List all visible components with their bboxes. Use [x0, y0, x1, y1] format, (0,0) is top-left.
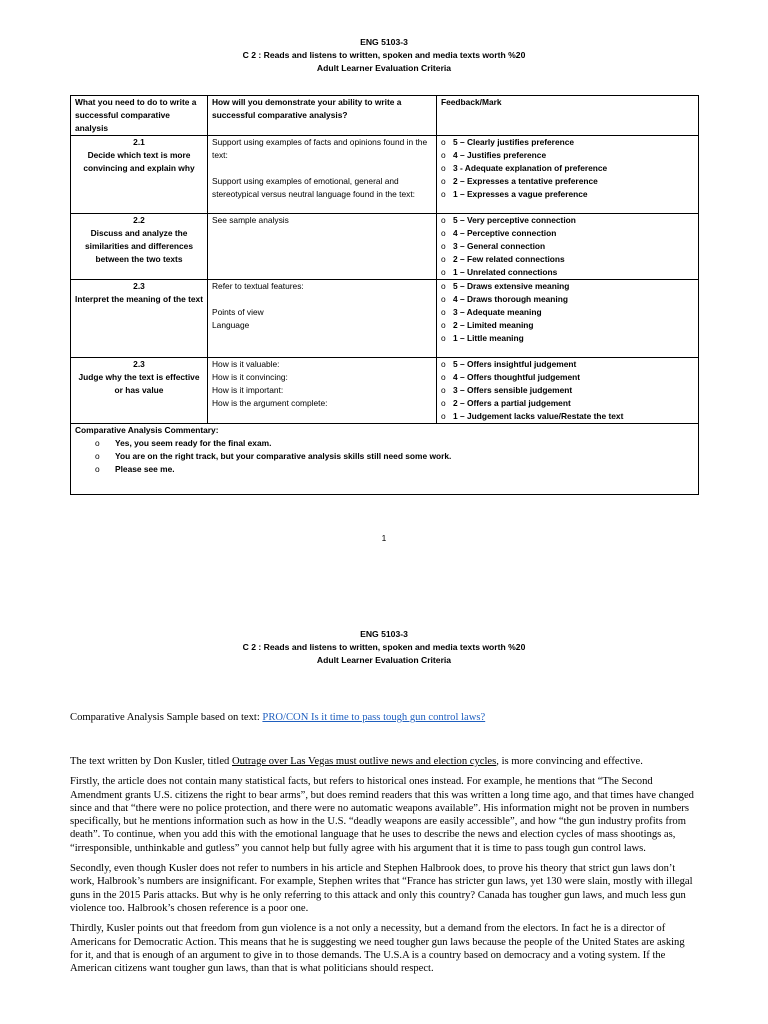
rubric-row — [71, 214, 699, 280]
feedback-option: o 5 – Offers insightful judgement — [441, 358, 694, 371]
commentary-option: o You are on the right track, but your comparative analysis skills still need some work. — [95, 450, 694, 463]
feedback-option: o 5 – Draws extensive meaning — [441, 280, 694, 293]
rubric-row — [71, 136, 699, 214]
page2-header — [0, 628, 768, 666]
commentary-cell — [71, 424, 699, 495]
feedback-option: o 2 – Expresses a tentative preference — [441, 175, 694, 188]
feedback-option: o 4 – Offers thoughtful judgement — [441, 371, 694, 384]
feedback-option: o 4 – Perceptive connection — [441, 227, 694, 240]
feedback-cell — [437, 358, 699, 424]
col-header-criteria: What you need to do to write a successful comparative analysis — [71, 96, 208, 136]
feedback-option: o 5 – Very perceptive connection — [441, 214, 694, 227]
col-header-feedback: Feedback/Mark — [437, 96, 699, 136]
course-code: ENG 5103-3 — [360, 629, 408, 639]
feedback-option: o 1 – Little meaning — [441, 332, 694, 345]
commentary-title: Comparative Analysis Commentary: — [75, 425, 219, 435]
criterion-cell — [71, 280, 208, 358]
sample-intro-line — [70, 711, 698, 724]
rubric-row — [71, 358, 699, 424]
feedback-option: o 3 - Adequate explanation of preference — [441, 162, 694, 175]
feedback-option: o 2 – Few related connections — [441, 253, 694, 266]
demonstration-cell: Support using examples of facts and opinions found in the text: Support using examples of emotional, general and stereotypical versus neutral language found in the text: — [208, 136, 437, 214]
criteria-subtitle: Adult Learner Evaluation Criteria — [316, 62, 452, 73]
demonstration-cell: See sample analysis — [208, 214, 437, 280]
criterion-number: 2.3 — [133, 359, 145, 369]
feedback-cell — [437, 214, 699, 280]
col-header-demonstration: How will you demonstrate your ability to write a successful comparative analysis? — [208, 96, 437, 136]
feedback-cell — [437, 136, 699, 214]
paragraph: Secondly, even though Kusler does not refer to numbers in his article and Stephen Halbrook does, to prove his theory that strict gun laws don’t work, Halbrook’s numbers are insignificant. For example, Stephen writes that “France has stricter gun laws, yet 130 were slain, mostly with illegal guns in the 2015 Paris attacks. But why is he only referring to this attack and only this country? Canada has tougher gun laws, and much less gun violence too. Halbrook’s chosen reference is a poor one. — [70, 863, 693, 914]
rubric-table — [70, 95, 699, 495]
page-number: 1 — [381, 533, 387, 543]
feedback-option: o 1 – Expresses a vague preference — [441, 188, 694, 201]
criterion-cell — [71, 214, 208, 280]
commentary-option: o Yes, you seem ready for the final exam. — [95, 437, 694, 450]
paragraph: Thirdly, Kusler points out that freedom from gun violence is a not only a necessity, but a demand from the electors. In fact he is a director of Americans for Democratic Action. This means that he is suggesting we need tougher gun laws because the people of the United States are asking for it, and that is enough of an argument to give in to those demands. The U.S.A is a country based on democracy and a voting system. If the American citizens want tougher gun laws, than that is what politicians should respect. — [70, 923, 685, 975]
paragraph-text: , is more convincing and effective. — [496, 756, 643, 767]
criterion-text: Discuss and analyze the similarities and differences between the two texts — [85, 228, 193, 264]
feedback-option: o 5 – Clearly justifies preference — [441, 136, 694, 149]
demonstration-cell: How is it valuable: How is it convincing: How is it important: How is the argument complete: — [208, 358, 437, 424]
rubric-row — [71, 280, 699, 358]
paragraph: Firstly, the article does not contain many statistical facts, but refers to historical ones instead. For example, he mentions that “The Second Amendment grants U.S. citizens the right to bear arms”, but does remind readers that this was written a long time ago, and that times have changed since and that “there were no police protection, and there were no automatic weapons available”. His information might not be proven in numbers specifically, but he mentions information such as how in the U.S. “deadly weapons are easily accessible”, and how “the gun industry profits from death”. To continue, when you add this with the emotional language that he uses to describe the news and election cycles of mass shootings as, “irresponsible, unthinkable and gutless” you cannot help but fully agree with his argument that it is time to pass tough gun control laws. — [70, 776, 694, 854]
feedback-cell — [437, 280, 699, 358]
paragraph-text: The text written by Don Kusler, titled — [70, 756, 232, 767]
criterion-number: 2.1 — [133, 137, 145, 147]
course-code: ENG 5103-3 — [360, 37, 408, 47]
commentary-option: o Please see me. — [95, 463, 694, 476]
feedback-option: o 1 – Unrelated connections — [441, 266, 694, 279]
criterion-cell — [71, 136, 208, 214]
criterion-cell — [71, 358, 208, 424]
demonstration-cell: Refer to textual features: Points of view Language — [208, 280, 437, 358]
feedback-option: o 4 – Draws thorough meaning — [441, 293, 694, 306]
page1-header — [0, 36, 768, 74]
sample-intro: Comparative Analysis Sample based on text: — [70, 712, 263, 723]
criteria-subtitle: Adult Learner Evaluation Criteria — [316, 654, 452, 665]
feedback-option: o 3 – Adequate meaning — [441, 306, 694, 319]
criterion-text: Decide which text is more convincing and explain why — [83, 150, 195, 173]
criterion-number: 2.3 — [133, 281, 145, 291]
sample-analysis-body — [70, 755, 698, 982]
feedback-option: o 1 – Judgement lacks value/Restate the text — [441, 410, 694, 423]
competency-title: C 2 : Reads and listens to written, spoken and media texts worth %20 — [242, 641, 526, 652]
criterion-text: Judge why the text is effective or has value — [78, 372, 200, 395]
commentary-row — [71, 424, 699, 495]
rubric-header-row — [71, 96, 699, 136]
feedback-option: o 2 – Limited meaning — [441, 319, 694, 332]
article-title: Outrage over Las Vegas must outlive news and election cycles — [231, 756, 497, 767]
criterion-text: Interpret the meaning of the text — [75, 294, 203, 304]
paragraph — [70, 755, 698, 768]
feedback-option: o 4 – Justifies preference — [441, 149, 694, 162]
competency-title: C 2 : Reads and listens to written, spoken and media texts worth %20 — [242, 49, 526, 60]
sample-source-link[interactable]: PRO/CON Is it time to pass tough gun control laws? — [262, 712, 486, 723]
criterion-number: 2.2 — [133, 215, 145, 225]
feedback-option: o 3 – General connection — [441, 240, 694, 253]
feedback-option: o 3 – Offers sensible judgement — [441, 384, 694, 397]
feedback-option: o 2 – Offers a partial judgement — [441, 397, 694, 410]
